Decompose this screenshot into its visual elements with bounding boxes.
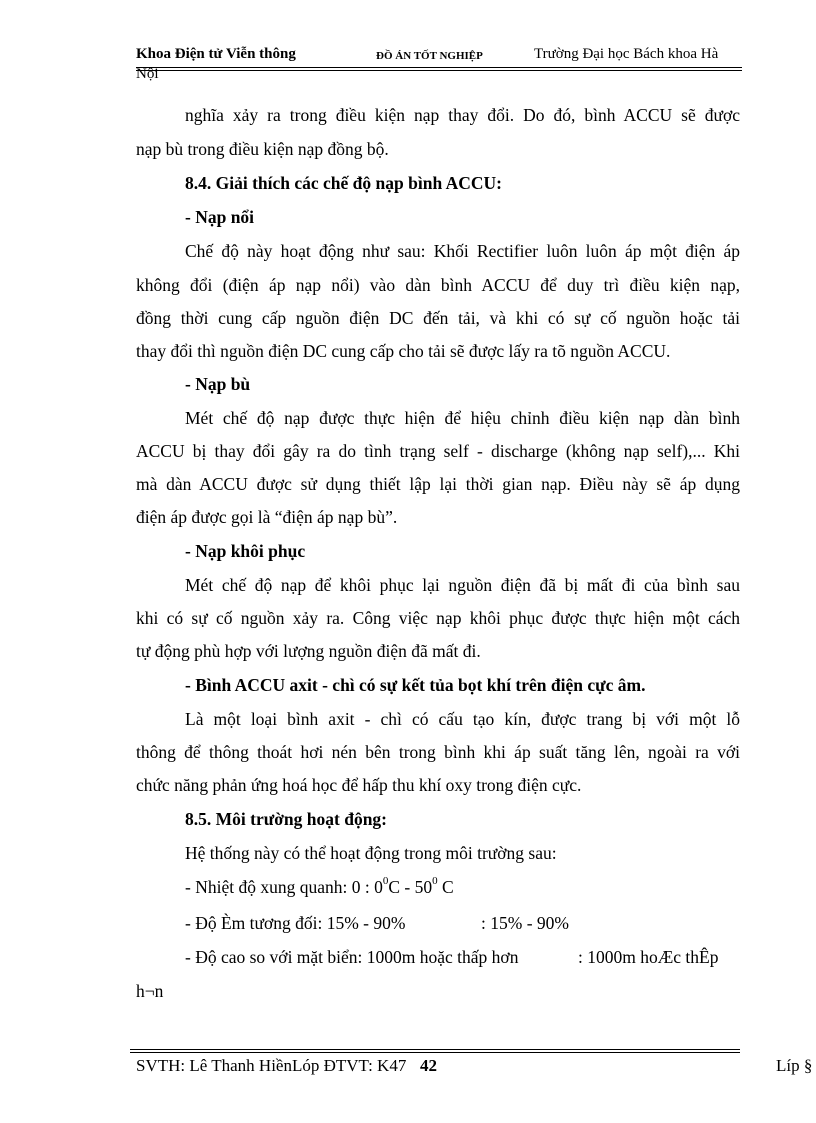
temperature-mid: C - 50 [388,877,433,897]
footer-rule-top [130,1049,740,1050]
header-rule-top [136,67,742,68]
temperature-label: - Nhiệt độ xung quanh: 0 : 0 [185,877,383,897]
paragraph-line: chức năng phản ứng hoá học để hấp thu khí oxy trong điện cực. [136,775,582,795]
degree-superscript: 0 [382,875,389,888]
degree-superscript: 0 [432,875,438,888]
paragraph-line: thông để thông thoát hơi nén bên trong bình khi áp suất tăng lên, ngoài ra với [136,742,740,762]
page-number: 42 [420,1056,437,1075]
altitude-label: - Độ cao so với mặt biển: 1000m hoặc thấp hơn [185,947,519,967]
section-heading-8-4: 8.4. Giải thích các chế độ nạp bình ACCU: [185,173,502,193]
header-department: Khoa Điện tử Viễn thông [136,46,296,62]
subheading-binh-accu-axit: - Bình ACCU axit - chì có sự kết tủa bọt khí trên điện cực âm. [185,675,646,695]
paragraph-line: đồng thời cung cấp nguồn điện DC đến tải, và khi có sự cố nguồn hoặc tải [136,308,740,328]
footer-rule-bottom [130,1052,740,1053]
paragraph-line: ACCU bị thay đổi gây ra do tình trạng self - discharge (không nạp self),... Khi [136,441,740,461]
footer-class: Líp § [776,1056,813,1075]
paragraph-line: Mét chế độ nạp để khôi phục lại nguồn điện đã bị mất đi của bình sau [185,575,740,595]
header-university: Trường Đại học Bách khoa Hà [534,46,719,62]
altitude-line [185,946,740,968]
paragraph-line: Hệ thống này có thể hoạt động trong môi trường sau: [185,843,557,863]
header-university-wrap: Nội [136,66,159,82]
temperature-end: C [437,877,454,897]
paragraph-line: thay đổi thì nguồn điện DC cung cấp cho tải sẽ được lấy ra tõ nguồn ACCU. [136,341,671,361]
paragraph-line: tự động phù hợp với lượng nguồn điện đã mất đi. [136,641,481,661]
paragraph-line: nghĩa xảy ra trong điều kiện nạp thay đổi. Do đó, bình ACCU sẽ được [185,105,740,125]
humidity-line [185,912,740,934]
subheading-nap-noi: - Nạp nổi [185,207,255,227]
paragraph-line: mà dàn ACCU được sử dụng thiết lập lại thời gian nạp. Điều này sẽ áp dụng [136,474,740,494]
section-heading-8-5: 8.5. Môi trường hoạt động: [185,809,388,829]
humidity-label: - Độ Èm tương đối: 15% - 90% [185,913,406,933]
paragraph-line: điện áp được gọi là “điện áp nạp bù”. [136,507,398,527]
paragraph-line: khi có sự cố nguồn xảy ra. Công việc nạp khôi phục được thực hiện một cách [136,608,740,628]
header-document-type: ĐỒ ÁN TỐT NGHIỆP [376,50,483,62]
subheading-nap-khoi-phuc: - Nạp khôi phục [185,541,306,561]
altitude-value: : 1000m hoÆc thÊp [578,947,719,967]
paragraph-line: Mét chế độ nạp được thực hiện để hiệu chỉnh điều kiện nạp dàn bình [185,408,740,428]
humidity-value: : 15% - 90% [481,913,569,933]
altitude-wrap: h¬n [136,981,164,1001]
footer-student: SVTH: Lê Thanh HiềnLóp ĐTVT: K47 [136,1056,407,1075]
paragraph-line: Là một loại bình axit - chì có cấu tạo kín, được trang bị với một lỗ [185,709,740,729]
paragraph-line: không đổi (điện áp nạp nổi) vào dàn bình ACCU để duy trì điều kiện nạp, [136,275,740,295]
temperature-line [185,876,740,898]
subheading-nap-bu: - Nạp bù [185,374,251,394]
header-rule-bottom [136,70,742,71]
paragraph-line: nạp bù trong điều kiện nạp đồng bộ. [136,139,389,159]
paragraph-line: Chế độ này hoạt động như sau: Khối Rectifier luôn luôn áp một điện áp [185,241,740,261]
